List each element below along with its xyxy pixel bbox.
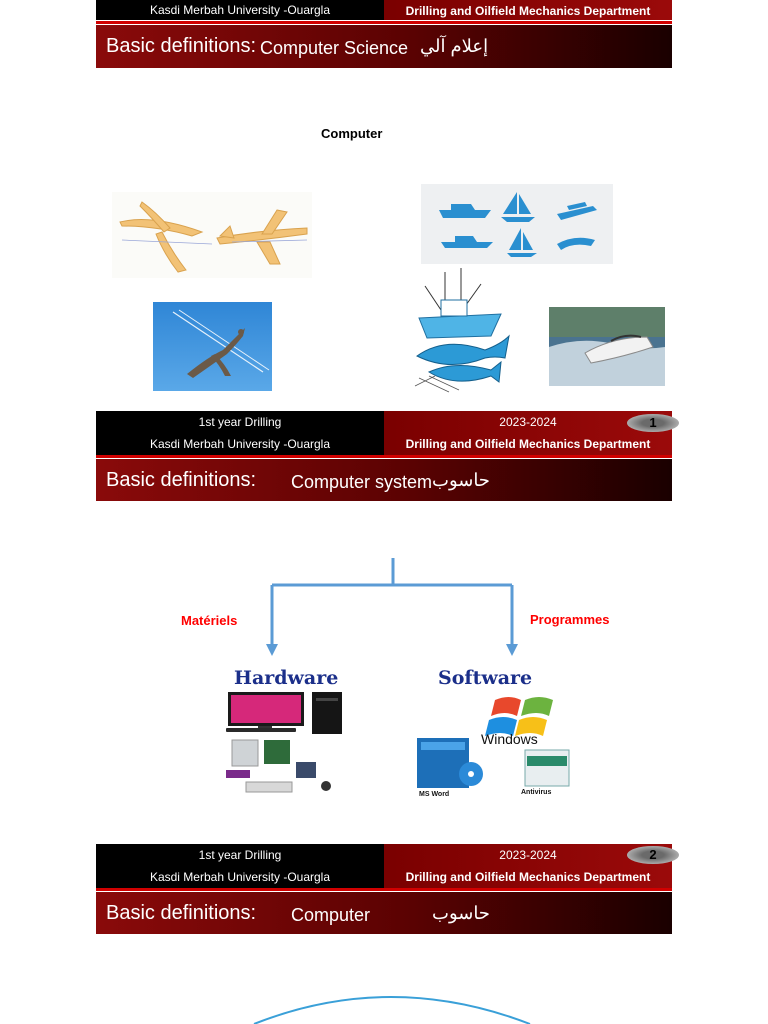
antivirus-label: Antivirus [521, 789, 552, 796]
component-icon [296, 762, 316, 778]
banner-subtitle: Computer system [291, 472, 433, 492]
course-year: 1st year Drilling [198, 415, 282, 429]
arrow-down-icon [266, 644, 278, 656]
banner-arabic: إعلام آلي [420, 36, 489, 56]
banner-arabic: حاسوب [432, 470, 490, 490]
slide2-divider [96, 455, 672, 458]
academic-year: 2023-2024 [499, 848, 557, 862]
banner-subtitle: Computer [291, 905, 371, 925]
printer-icon [232, 740, 258, 766]
slide3-divider [96, 888, 672, 891]
page-number-badge: 1 [627, 414, 679, 432]
academic-year: 2023-2024 [499, 415, 557, 429]
slide1-divider [96, 21, 672, 24]
page-number-badge: 2 [627, 846, 679, 864]
mouse-icon [321, 781, 331, 791]
banner-subtitle: Computer Science [260, 38, 409, 58]
slide1-header-right [384, 0, 672, 20]
motherboard-icon [264, 740, 290, 764]
keyboard-icon [246, 782, 292, 792]
slide3-header-left [96, 844, 384, 888]
bird-photo [153, 302, 272, 391]
materiels-label: Matériels [181, 613, 238, 628]
monitor-icon [226, 692, 304, 732]
banner-title: Basic definitions: [106, 35, 257, 57]
department-name: Drilling and Oilfield Mechanics Department [405, 870, 651, 884]
university-name: Kasdi Merbah University -Ouargla [149, 437, 331, 451]
university-name: Kasdi Merbah University -Ouargla [149, 870, 331, 884]
programmes-label: Programmes [530, 612, 610, 627]
boats-icon-grid [421, 184, 613, 264]
boat-hull-icon [419, 314, 501, 338]
slide2-header-right [384, 411, 672, 455]
department-name: Drilling and Oilfield Mechanics Department [405, 4, 651, 18]
aircraft-illustration [112, 192, 312, 278]
office-box-icon [417, 738, 483, 788]
windows-logo-text: Windows [481, 731, 538, 747]
arrow-down-icon [506, 644, 518, 656]
department-name: Drilling and Oilfield Mechanics Department [405, 437, 651, 451]
hardware-title: Hardware [234, 667, 339, 689]
fishing-boat-illustration [405, 266, 515, 396]
software-title: Software [438, 667, 533, 689]
banner-title: Basic definitions: [106, 902, 257, 924]
course-year: 1st year Drilling [198, 848, 282, 862]
graphics-card-icon [226, 770, 250, 778]
slide1-header-left [96, 0, 384, 20]
banner-arabic: حاسوب [432, 903, 490, 923]
slide2-header-left [96, 411, 384, 455]
ms-word-label: MS Word [419, 791, 450, 798]
software-collage [413, 690, 573, 798]
university-name: Kasdi Merbah University -Ouargla [149, 3, 331, 17]
slide3-banner [96, 892, 672, 934]
slide1-banner [96, 25, 672, 68]
slide2-banner [96, 459, 672, 501]
antivirus-box-icon [525, 750, 569, 786]
speedboat-photo [549, 307, 665, 386]
banner-title: Basic definitions: [106, 469, 257, 491]
content-title: Computer [321, 126, 383, 141]
oval-outline [240, 990, 540, 1024]
computer-system-tree-connector [260, 556, 520, 658]
hardware-collage [222, 690, 348, 798]
